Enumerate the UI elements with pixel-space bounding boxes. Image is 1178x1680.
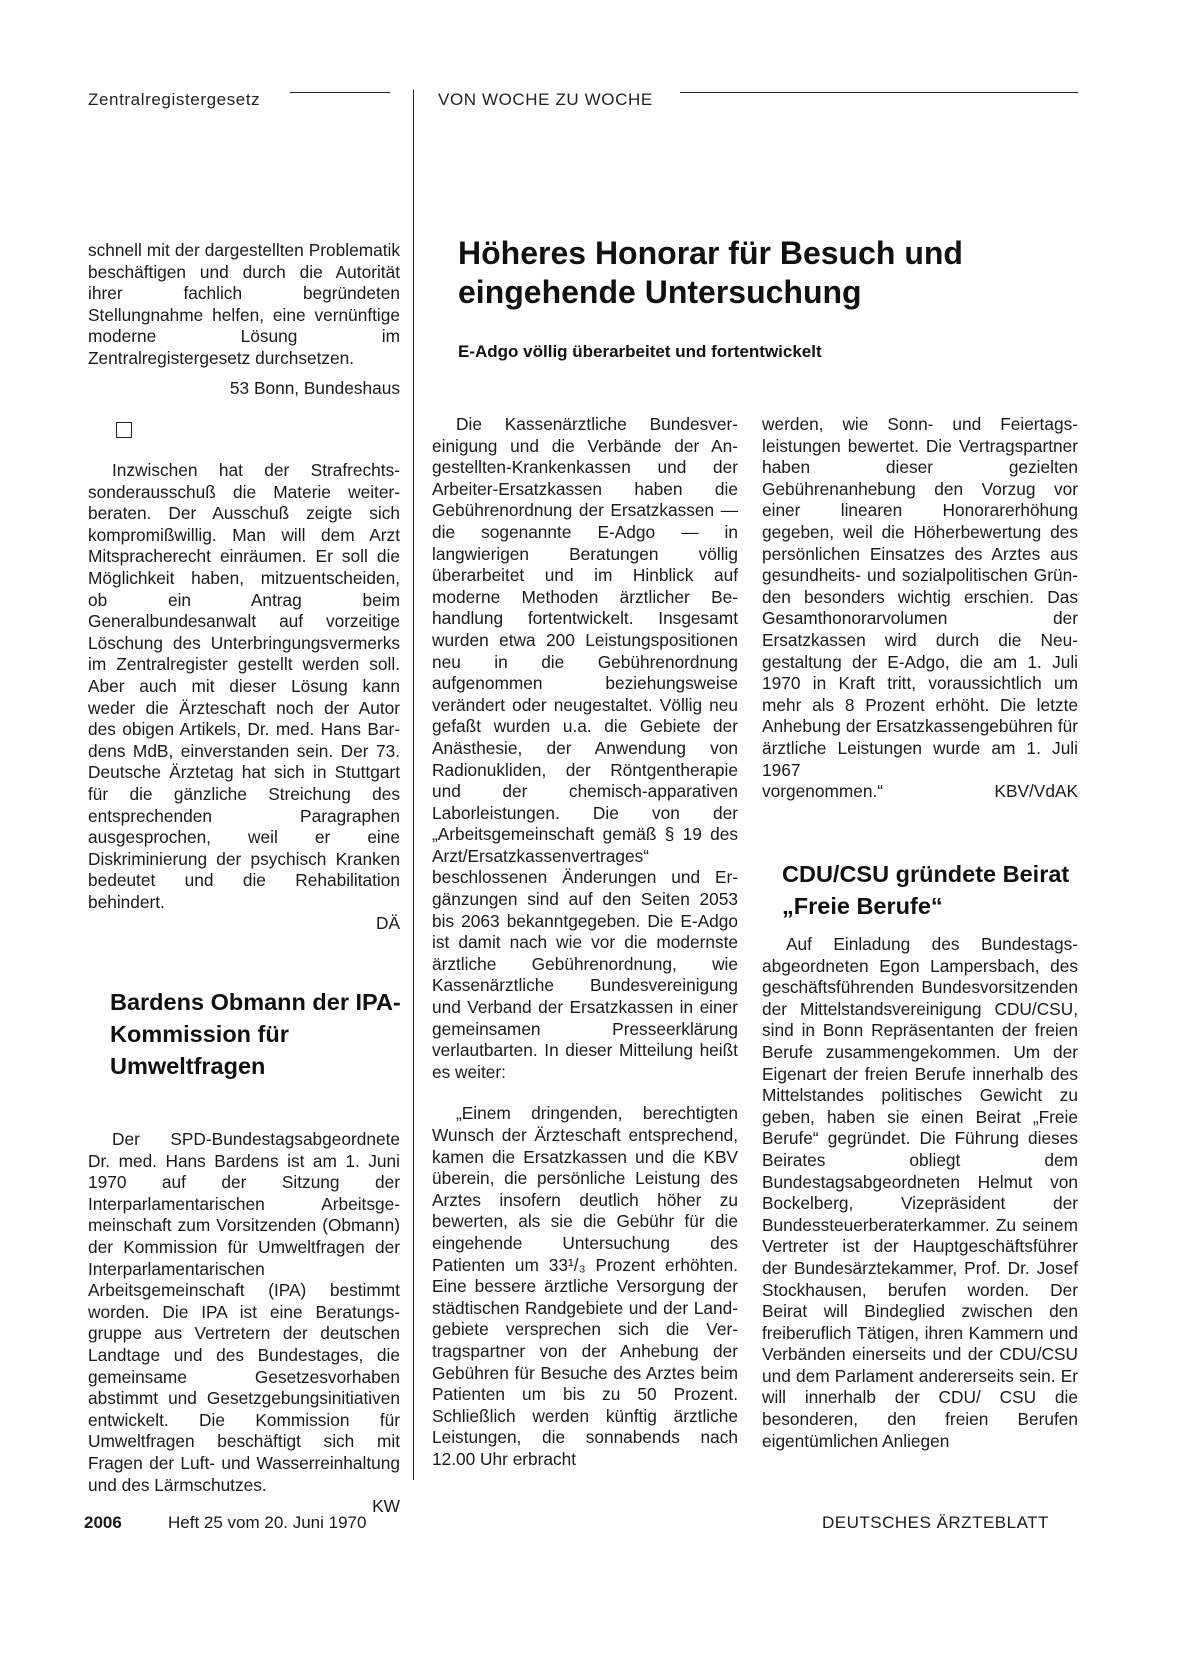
issue-info: Heft 25 vom 20. Juni 1970 — [168, 1513, 367, 1532]
cdu-csu-headline: CDU/CSU gründete Beirat „Freie Berufe“ — [782, 861, 1070, 919]
bardens-signature: KW — [372, 1496, 400, 1517]
column-2 — [432, 414, 738, 1471]
main-article-paragraph-1: Die Kassenärztliche Bundesvereinigung und die Verbände der Angestellten-Krankenkassen und der Arbeiter-Ersatzkassen haben die Gebührenordnung der Ersatzkassen — die sogenannte E-Adgo — in langwierigen Beratungen völlig überarbeitet und im Hinblick auf moderne Methoden ärztlicher Behandlung fortentwickelt. Insgesamt wurden etwa 200 Leistungspositionen neu in die Gebührenordnung aufgenommen beziehungsweise verändert oder neugestaltet. Völlig neu gefaßt wurden u.a. die Gebiete der Anästhesie, der Anwendung von Radionukliden, der Röntgentherapie und der chemisch-apparativen Laborleistungen. Die von der „Arbeitsgemeinschaft gemäß § 19 des Arzt/Ersatzkassenvertrages“ beschlossenen Änderungen und Ergänzungen sind auf den Seiten 2053 bis 2063 bekanntgegeben. Die E-Adgo ist damit nach wie vor die modernste ärztliche Gebührenordnung, wie Kassenärztliche Bundesvereinigung und Verband der Ersatzkassen in einer gemeinsamen Presseerklärung verlautbarten. In dieser Mitteilung heißt es weiter: — [432, 414, 738, 1082]
publication-name: DEUTSCHES ÄRZTEBLATT — [822, 1513, 1049, 1532]
page-number: 2006 — [84, 1513, 122, 1532]
column-1-top — [88, 240, 400, 370]
addendum-text: Inzwischen hat der Strafrechtssonderausschuß die Materie weiterberaten. Der Ausschuß zeigte sich kompromißwillig. Man will dem Arzt Mitspracherecht einräumen. Er soll die Möglichkeit haben, mitzuentscheiden, ob ein Antrag beim Generalbundesanwalt auf vorzeitige Löschung des Unterbringungsvermerks im Zentralregister gestellt werden soll. Aber auch mit dieser Lösung kann weder die Ärzteschaft noch der Autor des obigen Artikels, Dr. med. Hans Bardens MdB, einverstanden sein. Der 73. Deutsche Ärztetag hat sich in Stuttgart für die gänzliche Streichung des entsprechenden Paragraphen ausgesprochen, weil er eine Diskriminierung der psychisch Kranken bedeutet und die Rehabilitation behindert. DÄ — [88, 460, 400, 934]
beirat-text: Auf Einladung des Bundestagsabgeordneten Egon Lampersbach, des geschäftsführenden Bundesvorsitzenden der Mittelstandsvereinigung CDU/CSU, sind in Bonn Repräsentanten der freien Berufe zusammengekommen. Um der Eigenart der freien Berufe innerhalb des Mittelstandes politisches Gewicht zu geben, haben sie einen Beirat „Freie Berufe“ gegründet. Die Führung dieses Beirates obliegt dem Bundestagsabgeordneten Helmut von Bockelberg, Vizepräsident der Bundessteuerberaterkammer. Zu seinem Vertreter ist der Hauptgeschäftsführer der Bundesärztekammer, Prof. Dr. Josef Stockhausen, berufen worden. Der Beirat will Bindeglied zwischen den freiberuflich Tätigen, ihren Kammern und Verbänden einerseits und der CDU/CSU und dem Parlament andererseits sein. Er will innerhalb der CDU/ CSU die besonderen, den freien Berufen eigentümlichen Anliegen — [762, 934, 1078, 1451]
article-location: 53 Bonn, Bundeshaus — [229, 378, 400, 398]
main-article-continuation: werden, wie Sonn- und Feiertagsleistungen bewertet. Die Vertragspartner haben dieser gezielten Gebührenanhebung den Vorzug vor einer linearen Honorarerhöhung gegeben, weil die Höherbewertung des persönlichen Einsatzes des Arztes aus gesundheits- und sozialpolitischen Gründen besonders wichtig erschien. Das Gesamthonorarvolumen der Ersatzkassen wird durch die Neugestaltung der E-Adgo, die am 1. Juli 1970 in Kraft tritt, voraussichtlich um mehr als 8 Prozent erhöht. Die letzte Anhebung der Ersatzkassengebühren für ärztliche Leistungen wurde am 1. Juli 1967 — [762, 414, 1078, 780]
bardens-text: Der SPD-Bundestagsabgeordnete Dr. med. Hans Bardens ist am 1. Juni 1970 auf der Sitzung der Interparlamentarischen Arbeitsgemeinschaft zum Vorsitzenden (Obmann) der Kommission für Umweltfragen der Interparlamentarischen Arbeitsgemeinschaft (IPA) bestimmt worden. Die IPA ist eine Beratungsgruppe aus Vertretern der deutschen Landtage und des Bundestages, die gemeinsame Gesetzesvorhaben abstimmt und Gesetzgebungsinitiativen entwickelt. Die Kommission für Umweltfragen beschäftigt sich mit Fragen der Luft- und Wasserreinhaltung und des Lärmschutzes. KW — [88, 1129, 400, 1517]
column-divider — [413, 90, 414, 1480]
main-article-headline: Höheres Honorar für Besuch und eingehende Untersuchung — [458, 235, 963, 310]
column-3-beirat — [762, 934, 1078, 1452]
main-article-subheadline: E-Adgo völlig überarbeitet und fortentwickelt — [458, 342, 822, 361]
main-article-last-words: vorgenommen.“ — [762, 781, 884, 802]
running-header-left: Zentralregistergesetz — [88, 90, 261, 109]
bardens-headline: Bardens Obmann der IPA-Kommission für Umweltfragen — [110, 989, 401, 1079]
column-3 — [762, 414, 1078, 803]
column-1-bardens — [88, 1129, 400, 1518]
main-article-closing-line — [762, 781, 1078, 803]
main-article-quote: „Einem dringenden, berechtigten Wunsch der Ärzteschaft entsprechend, kamen die Ersatzkassen und die KBV überein, die persönliche Leistung des Arztes insofern deutlich höher zu bewerten, als sie die Gebühr für die eingehende Untersuchung des Patienten um 33¹/₃ Prozent erhöhten. Eine bessere ärztliche Versorgung der städtischen Randgebiete und der Landgebiete versprechen sich die Vertragspartner von der Anhebung der Gebühren für Besuche des Arztes beim Patienten um bis zu 50 Prozent. Schließlich werden künftig ärztliche Leistungen, die sonnabends nach 12.00 Uhr erbracht — [432, 1103, 738, 1469]
article-continuation-text: schnell mit der dargestellten Problematik beschäftigen und durch die Autorität ihrer fachlich begründeten Stellungnahme helfen, eine vernünftige moderne Lösung im Zentralregistergesetz durchsetzen. — [88, 240, 400, 368]
running-header-right: VON WOCHE ZU WOCHE — [438, 90, 653, 109]
header-rule-left — [290, 92, 390, 93]
main-article-signature: KBV/VdAK — [994, 781, 1078, 802]
addendum-signature: DÄ — [375, 913, 400, 934]
end-of-article-square — [116, 422, 132, 438]
header-rule-right — [680, 92, 1078, 93]
column-1-addendum — [88, 460, 400, 935]
